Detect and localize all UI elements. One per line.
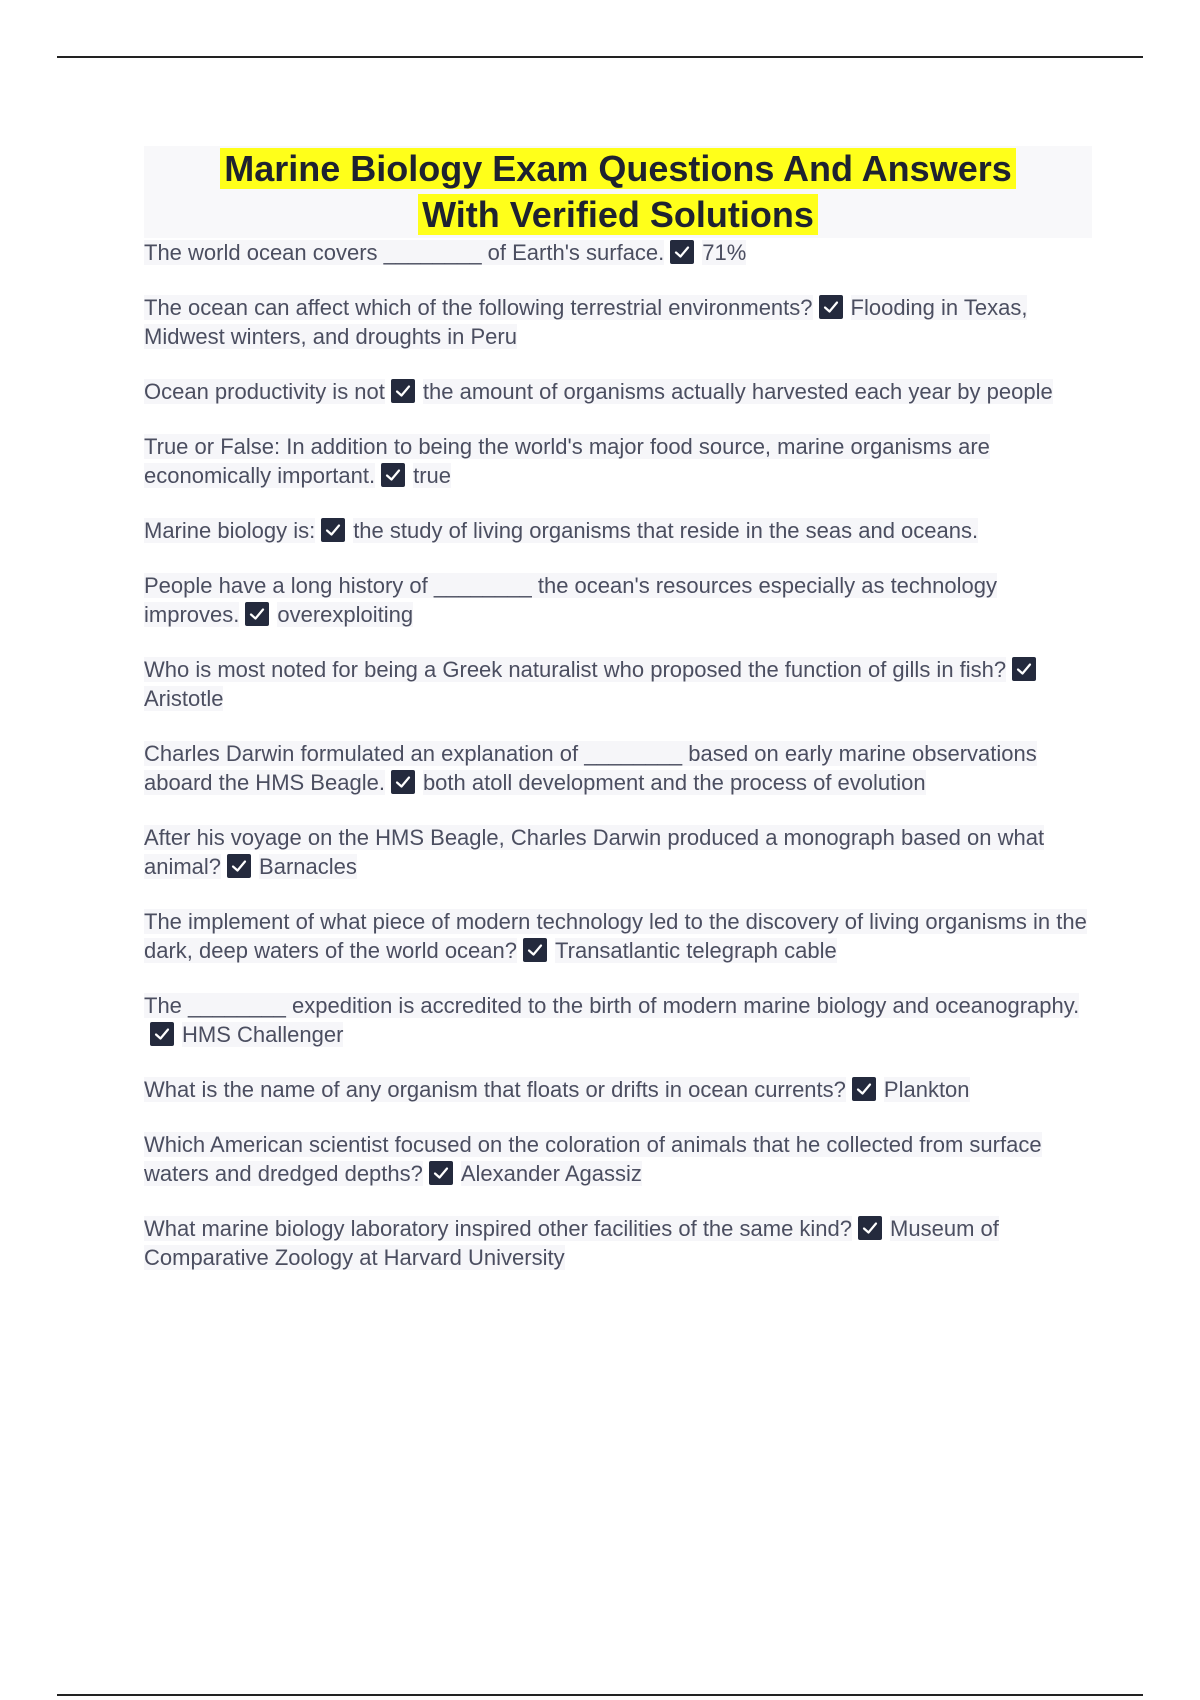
question-text: People have a long history of ________ the ocean's resources especially as technology improves. (144, 573, 997, 627)
question-text: Marine biology is: (144, 518, 316, 543)
answer-text: Plankton (883, 1077, 970, 1102)
checkmark-icon (391, 770, 415, 794)
checkmark-icon (858, 1216, 882, 1240)
title-line-2: With Verified Solutions (418, 194, 818, 235)
qa-item (144, 377, 1092, 406)
question-text: The implement of what piece of modern technology led to the discovery of living organisms in the dark, deep waters of the world ocean? (144, 909, 1087, 963)
document-title (144, 146, 1092, 238)
checkmark-icon (321, 518, 345, 542)
answer-text: Transatlantic telegraph cable (555, 938, 837, 963)
answer-text: HMS Challenger (182, 1022, 344, 1047)
checkmark-icon (1012, 657, 1036, 681)
qa-item (144, 571, 1092, 629)
question-text: Who is most noted for being a Greek naturalist who proposed the function of gills in fish? (144, 657, 1007, 682)
question-text: Which American scientist focused on the coloration of animals that he collected from surface waters and dredged depths? (144, 1132, 1042, 1186)
qa-item (144, 1214, 1092, 1272)
answer-text: Alexander Agassiz (460, 1161, 642, 1186)
answer-text: both atoll development and the process of evolution (422, 770, 926, 795)
question-text: The ________ expedition is accredited to the birth of modern marine biology and oceanography. (144, 993, 1080, 1018)
question-text: Ocean productivity is not (144, 379, 385, 404)
checkmark-icon (391, 379, 415, 403)
bottom-rule (57, 1694, 1143, 1696)
checkmark-icon (670, 240, 694, 264)
qa-list (144, 238, 1092, 1298)
checkmark-icon (852, 1077, 876, 1101)
answer-text: Museum of Comparative Zoology at Harvard University (144, 1216, 999, 1270)
checkmark-icon (381, 463, 405, 487)
question-text: What is the name of any organism that floats or drifts in ocean currents? (144, 1077, 846, 1102)
title-line-1: Marine Biology Exam Questions And Answers (220, 148, 1016, 189)
checkmark-icon (819, 295, 843, 319)
qa-item (144, 739, 1092, 797)
answer-text: Flooding in Texas, Midwest winters, and droughts in Peru (144, 295, 1028, 349)
answer-text: Barnacles (259, 854, 357, 879)
qa-item (144, 516, 1092, 545)
checkmark-icon (150, 1022, 174, 1046)
question-text: After his voyage on the HMS Beagle, Charles Darwin produced a monograph based on what animal? (144, 825, 1045, 879)
qa-item (144, 907, 1092, 965)
qa-item (144, 655, 1092, 713)
qa-item (144, 991, 1092, 1049)
question-text: True or False: In addition to being the world's major food source, marine organisms are economically important. (144, 434, 990, 488)
qa-item (144, 293, 1092, 351)
question-text: The world ocean covers ________ of Earth's surface. (144, 240, 665, 265)
qa-item (144, 1075, 1092, 1104)
qa-item (144, 823, 1092, 881)
checkmark-icon (227, 854, 251, 878)
qa-item (144, 238, 1092, 267)
checkmark-icon (523, 938, 547, 962)
question-text: Charles Darwin formulated an explanation of ________ based on early marine observations aboard the HMS Beagle. (144, 741, 1037, 795)
question-text: What marine biology laboratory inspired other facilities of the same kind? (144, 1216, 853, 1241)
answer-text: Aristotle (144, 686, 224, 711)
answer-text: true (413, 463, 452, 488)
top-rule (57, 56, 1143, 58)
answer-text: the amount of organisms actually harvested each year by people (422, 379, 1053, 404)
checkmark-icon (245, 602, 269, 626)
answer-text: overexploiting (277, 602, 414, 627)
qa-item (144, 1130, 1092, 1188)
checkmark-icon (429, 1161, 453, 1185)
question-text: The ocean can affect which of the following terrestrial environments? (144, 295, 813, 320)
qa-item (144, 432, 1092, 490)
answer-text: the study of living organisms that reside in the seas and oceans. (353, 518, 979, 543)
answer-text: 71% (702, 240, 747, 265)
